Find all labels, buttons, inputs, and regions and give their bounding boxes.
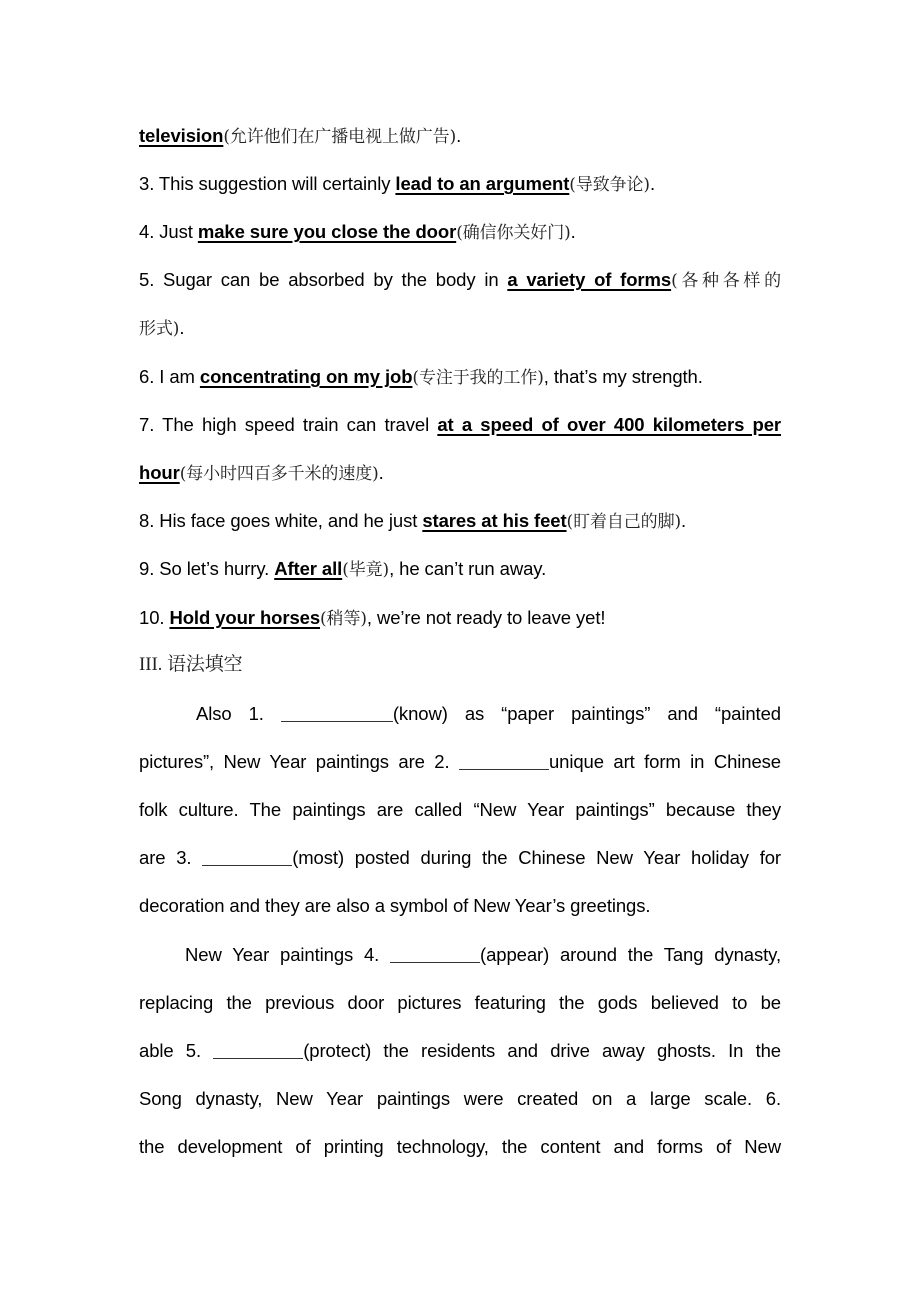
chinese-gloss: (稍等) xyxy=(320,609,367,629)
item-9: 9. So let’s hurry. After all(毕竟), he can’t run away. xyxy=(139,558,547,580)
answer-phrase: at a speed of over 400 kilometers per xyxy=(437,414,781,435)
item-2-continuation: television(允许他们在广播电视上做广告). xyxy=(139,125,462,147)
answer-phrase: stares at his feet xyxy=(422,510,567,531)
item-5-continuation: 形式). xyxy=(139,317,185,339)
p2-line-2: replacing the previous door pictures featuring the gods believed to be xyxy=(139,992,781,1013)
answer-phrase: lead to an argument xyxy=(395,173,570,194)
answer-phrase: After all xyxy=(274,558,343,579)
answer-phrase: a variety of forms xyxy=(507,269,672,290)
item-10: 10. Hold your horses(稍等), we’re not ready to leave yet! xyxy=(139,607,606,629)
chinese-gloss: (专注于我的工作) xyxy=(412,368,544,388)
chinese-gloss-cont: 形式) xyxy=(139,319,180,339)
chinese-gloss: (每小时四百多千米的速度) xyxy=(179,464,379,484)
section-heading: III. 语法填空 xyxy=(139,654,243,675)
chinese-gloss: (各种各样的 xyxy=(671,271,781,291)
answer-phrase: television xyxy=(139,125,224,146)
chinese-gloss: (盯着自己的脚) xyxy=(566,512,682,532)
p1-line-3: folk culture. The paintings are called “New Year paintings” because they xyxy=(139,799,781,820)
blank-4[interactable] xyxy=(390,944,480,963)
p2-line-5: the development of printing technology, the content and forms of New xyxy=(139,1136,781,1157)
chinese-gloss: (毕竟) xyxy=(342,560,390,580)
item-8: 8. His face goes white, and he just stares at his feet(盯着自己的脚). xyxy=(139,510,687,532)
item-6: 6. I am concentrating on my job(专注于我的工作), that’s my strength. xyxy=(139,366,703,388)
p2-line-4: Song dynasty, New Year paintings were created on a large scale. 6. xyxy=(139,1088,781,1109)
p1-line-1: Also 1. (know) as “paper paintings” and “painted xyxy=(196,703,781,724)
blank-1[interactable] xyxy=(281,703,393,722)
p2-line-3: able 5. (protect) the residents and drive away ghosts. In the xyxy=(139,1040,781,1061)
blank-3[interactable] xyxy=(202,847,292,866)
answer-phrase-cont: hour xyxy=(139,462,180,483)
blank-5[interactable] xyxy=(213,1040,303,1059)
item-5: 5. Sugar can be absorbed by the body in a variety of forms(各种各样的 xyxy=(139,269,781,291)
p1-line-2: pictures”, New Year paintings are 2. unique art form in Chinese xyxy=(139,751,781,772)
item-7: 7. The high speed train can travel at a speed of over 400 kilometers per xyxy=(139,414,781,435)
blank-2[interactable] xyxy=(459,751,549,770)
item-7-continuation: hour(每小时四百多千米的速度). xyxy=(139,462,384,484)
item-4: 4. Just make sure you close the door(确信你关好门). xyxy=(139,221,576,243)
p1-line-5: decoration and they are also a symbol of New Year’s greetings. xyxy=(139,895,651,916)
chinese-gloss: (允许他们在广播电视上做广告) xyxy=(223,127,457,147)
item-3: 3. This suggestion will certainly lead to an argument(导致争论). xyxy=(139,173,656,195)
chinese-gloss: (确信你关好门) xyxy=(456,223,571,243)
answer-phrase: make sure you close the door xyxy=(197,221,457,242)
p2-line-1: New Year paintings 4. (appear) around the Tang dynasty, xyxy=(185,944,781,965)
answer-phrase: concentrating on my job xyxy=(199,366,413,387)
p1-line-4: are 3. (most) posted during the Chinese New Year holiday for xyxy=(139,847,781,868)
answer-phrase: Hold your horses xyxy=(169,607,321,628)
chinese-gloss: (导致争论) xyxy=(569,175,650,195)
